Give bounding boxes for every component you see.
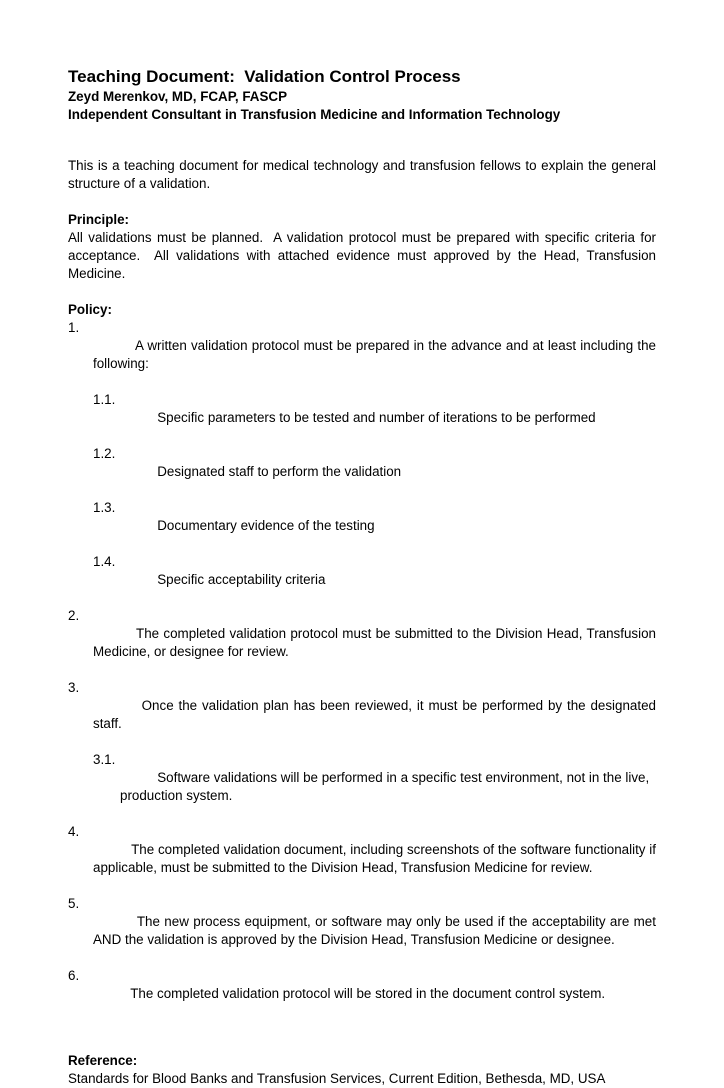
list-item-text: The completed validation document, including screenshots of the software functionality if applicable, must be submitted to the Division Head, Transfusion Medicine for review. [93, 842, 660, 875]
principle-body: All validations must be planned. A validation protocol must be prepared with specific criteria for acceptance. All validations with attached evidence must approved by the Head, Transfusion Medicine. [68, 230, 660, 281]
document-author-role: Independent Consultant in Transfusion Medicine and Information Technology [68, 107, 561, 122]
principle-section [68, 211, 660, 283]
list-item [68, 607, 660, 679]
list-item-number: 3. [68, 680, 80, 695]
sub-list-item-text: Specific acceptability criteria [157, 572, 326, 587]
sub-list-item-number: 1.1. [93, 392, 116, 407]
policy-heading: Policy: [68, 302, 112, 317]
list-item-number: 4. [68, 824, 80, 839]
reference-section [68, 1052, 656, 1088]
sub-list-item-number: 1.4. [93, 554, 116, 569]
sub-list-item [93, 751, 656, 823]
sub-list-item-text: Designated staff to perform the validation [157, 464, 402, 479]
list-item [68, 895, 659, 967]
sub-list-item [93, 391, 656, 445]
list-item-number: 5. [68, 896, 80, 911]
list-item-text: Once the validation plan has been reviewed, it must be performed by the designated staff. [93, 698, 660, 731]
sub-list-item [93, 553, 656, 607]
list-item-text: The completed validation protocol will be stored in the document control system. [130, 986, 606, 1001]
list-item-number: 1. [68, 320, 80, 335]
sub-list-item-text: Documentary evidence of the testing [157, 518, 375, 533]
sub-list-item [93, 445, 656, 499]
list-item-number: 6. [68, 968, 80, 983]
sub-list-item-number: 1.3. [93, 500, 116, 515]
intro-paragraph: This is a teaching document for medical technology and transfusion fellows to explain the general structure of a validation. [68, 158, 660, 191]
sub-list-item-number: 1.2. [93, 446, 116, 461]
list-item [68, 679, 660, 751]
sub-list-item-number: 3.1. [93, 752, 116, 767]
list-item-text: The completed validation protocol must be submitted to the Division Head, Transfusion Medicine, or designee for review. [93, 626, 660, 659]
policy-list [68, 319, 660, 1021]
document-content [68, 66, 660, 1088]
policy-section [68, 301, 660, 1021]
reference-body: Standards for Blood Banks and Transfusion Services, Current Edition, Bethesda, MD, USA [68, 1071, 606, 1086]
list-item-text: A written validation protocol must be prepared in the advance and at least including the following: [93, 338, 660, 371]
sub-list-item-text: Specific parameters to be tested and number of iterations to be performed [157, 410, 596, 425]
reference-heading: Reference: [68, 1053, 138, 1068]
list-item [68, 967, 656, 1021]
sub-list-item-text: Software validations will be performed in a specific test environment, not in the live, production system. [120, 770, 653, 803]
list-item [68, 319, 660, 391]
document-author: Zeyd Merenkov, MD, FCAP, FASCP [68, 89, 288, 104]
list-item-number: 2. [68, 608, 80, 623]
list-item-text: The new process equipment, or software may only be used if the acceptability are met AND the validation is approved by the Division Head, Transfusion Medicine or designee. [93, 914, 659, 947]
principle-heading: Principle: [68, 212, 130, 227]
list-item [68, 823, 660, 895]
sub-list-item [93, 499, 656, 553]
document-title: Teaching Document: Validation Control Process [68, 67, 461, 86]
document-header [68, 66, 656, 124]
